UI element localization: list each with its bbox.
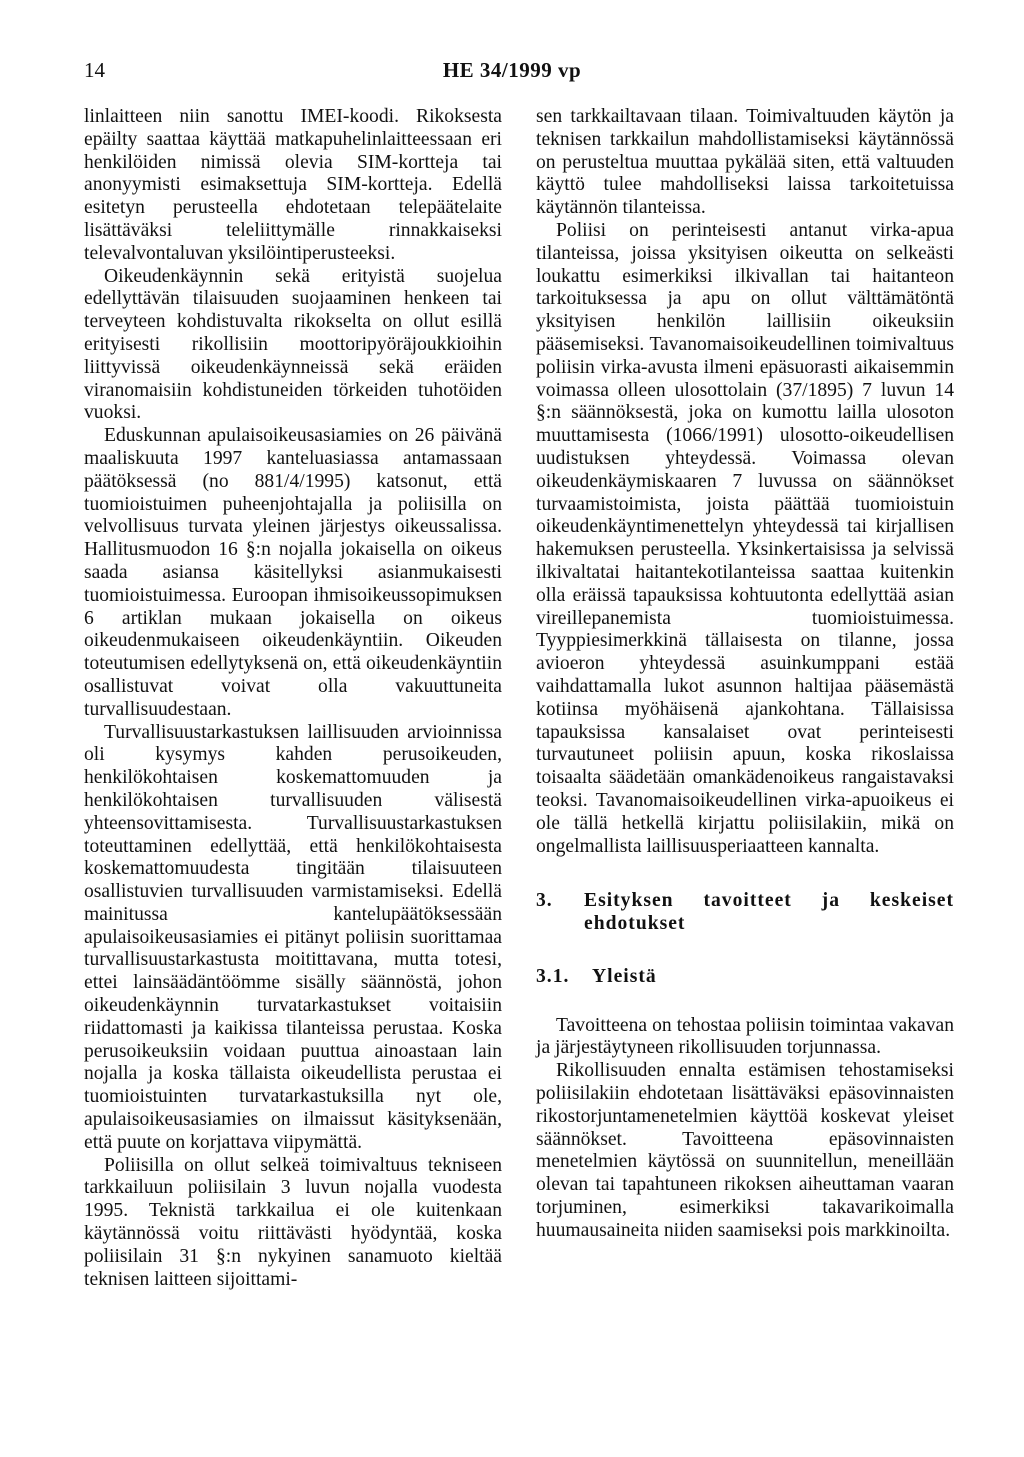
paragraph: sen tarkkailtavaan tilaan. Toimivaltuuden käytön ja teknisen tarkkailun mahdollistamiseksi käytännössä on perusteltua muuttaa pykälää siten, että valtuuden käyttö tulee mahdolliseksi laissa tarkoitetuissa käytännön tilanteissa. [536,106,954,219]
subsection-number: 3.1. [536,965,570,987]
paragraph: Oikeudenkäynnin sekä erityistä suojelua edellyttävän tilaisuuden suojaaminen henkeen tai terveyteen kohdistuvalta rikokselta on ollut esillä erityisesti rikollisiin moottoripyöräjoukkioihin liittyvissä oikeudenkäynneissä sekä eräiden viranomaisiin kohdistuneiden törkeiden tuhotöiden vuoksi. [84,265,502,424]
section-number: 3. [536,890,553,912]
subsection-heading [536,966,954,989]
paragraph: Eduskunnan apulaisoikeusasiamies on 26 päivänä maaliskuuta 1997 kanteluasiassa antamassaan päätöksessä (no 881/4/1995) katsonut, että tuomioistuimen puheenjohtajalla ja poliisilla on velvollisuus turvata yleinen järjestys oikeussalissa. Hallitusmuodon 16 §:n nojalla jokaisella on oikeus saada asiansa käsitellyksi asianmukaisesti tuomioistuimessa. Euroopan ihmisoikeussopimuksen 6 artiklan mukaan jokaisella on oikeus oikeudenmukaiseen oikeudenkäyntiin. Oikeuden toteutumisen edellytyksenä on, että oikeudenkäyntiin osallistuvat voivat olla vakuuttuneita turvallisuudestaan. [84,425,502,720]
right-column [536,106,954,1243]
paragraph: Poliisi on perinteisesti antanut virka-apua tilanteissa, joissa yksityisen oikeutta on selkeästi loukattu esimerkiksi ilkivallan tai haitanteon tarkoituksessa ja apu on ollut välttämätöntä yksityisen henkilön laillisiin oikeuksiin pääsemiseksi. Tavanomaisoikeudellinen toimivaltuus poliisin virka-avusta ilmeni epäsuorasti aikaisemmin voimassa olleen ulosottolain (37/1895) 7 luvun 14 §:n säännöksestä, joka on kumottu lailla ulosoton muuttamisesta (1066/1991) ulosotto-oikeudellisen uudistuksen yhteydessä. Voimassa olevan oikeudenkäymiskaaren 7 luvussa on säännökset turvaamistoimista, joista päättää tuomioistuin oikeudenkäyntimenettelyn yhteydessä tai kirjallisen hakemuksen perusteella. Yksinkertaisissa ja selvissä ilkivaltatai haitantekotilanteissa saattaa kuitenkin olla eräissä tapauksissa kohtuutonta edellyttää asian vireillepanemista tuomioistuimessa. Tyyppiesimerkkinä tällaisesta on tilanne, jossa avioeron yhteydessä asuinkumppani estää vaihdattamalla lukot asunnon haltijaa pääsemästä kotiinsa myöhäisenä ajankohtana. Tällaisissa tapauksissa kansalaiset ovat perinteisesti turvautuneet poliisin apuun, koska rikoslaissa toisaalta säädetään omankädenoikeus rangaistavaksi teoksi. Tavanomaisoikeudellinen virka-apuoikeus ei ole tällä hetkellä kirjattu poliisilakiin, mikä on ongelmallista laillisuusperiaatteen kannalta. [536,219,954,857]
document-id: HE 34/1999 vp [442,58,582,82]
paragraph: linlaitteen niin sanottu IMEI-koodi. Rikoksesta epäilty saattaa käyttää matkapuhelinlaitteessaan eri henkilöiden nimissä olevia SIM-kortteja tai anonyymisti esimaksettuja SIM-kortteja. Edellä esitetyn perusteella ehdotetaan telepäätelaite lisättäväksi teleliittymälle rinnakkaiseksi televalvontaluvan yksilöintiperusteeksi. [84,106,502,264]
section-title: Esityksen tavoitteet ja keskeiset ehdotukset [584,890,954,935]
paragraph: Poliisilla on ollut selkeä toimivaltuus tekniseen tarkkailuun poliisilain 3 luvun nojalla vuodesta 1995. Teknistä tarkkailua ei ole kuitenkaan käytännössä voitu riittävästi hyödyntää, koska poliisilain 31 §:n nykyinen sanamuoto kieltää teknisen laitteen sijoittami- [84,1154,502,1290]
paragraph: Tavoitteena on tehostaa poliisin toimintaa vakavan ja järjestäytyneen rikollisuuden torjunnassa. [536,1014,954,1059]
paragraph: Turvallisuustarkastuksen laillisuuden arvioinnissa oli kysymys kahden perusoikeuden, henkilökohtaisen koskemattomuuden ja henkilökohtaisen turvallisuuden välisestä yhteensovittamisesta. Turvallisuustarkastuksen toteuttaminen edellyttää, että henkilökohtaisesta koskemattomuudesta tingitään tilaisuuteen osallistuvien turvallisuuden varmistamiseksi. Edellä mainitussa kantelupäätöksessään apulaisoikeusasiamies ei pitänyt poliisin suorittamaa turvallisuustarkastusta moitittavana, mutta totesi, ettei lainsäädäntöömme sisälly säännöstä, johon oikeudenkäynnin turvatarkastukset voitaisiin riidattomasti ja kaikissa tilanteissa perustaa. Koska perusoikeuksiin voidaan puuttua ainoastaan lain nojalla ja koska tällaista oikeudellista perustaa ei tuomioistuinten turvatarkastuksilla nyt ole, apulaisoikeusasiamies on ilmaissut käsityksenään, että puute on korjattava viipymättä. [84,721,502,1153]
paragraph: Rikollisuuden ennalta estämisen tehostamiseksi poliisilakiin ehdotetaan lisättäväksi epäsovinnaisten rikostorjuntamenetelmien käyttöä koskevat yleiset säännökset. Tavoitteena epäsovinnaisten menetelmien käytössä on suunnitellun, meneillään olevan tai tapahtuneen rikoksen aiheuttaman vaaran torjuminen, esimerkiksi takavarikoimalla huumausaineita niiden saamiseksi pois markkinoilta. [536,1060,954,1241]
left-column [84,106,502,1291]
subsection-title: Yleistä [592,965,657,987]
page-header [0,58,1024,88]
section-heading [536,890,954,936]
page-number: 14 [84,58,105,82]
